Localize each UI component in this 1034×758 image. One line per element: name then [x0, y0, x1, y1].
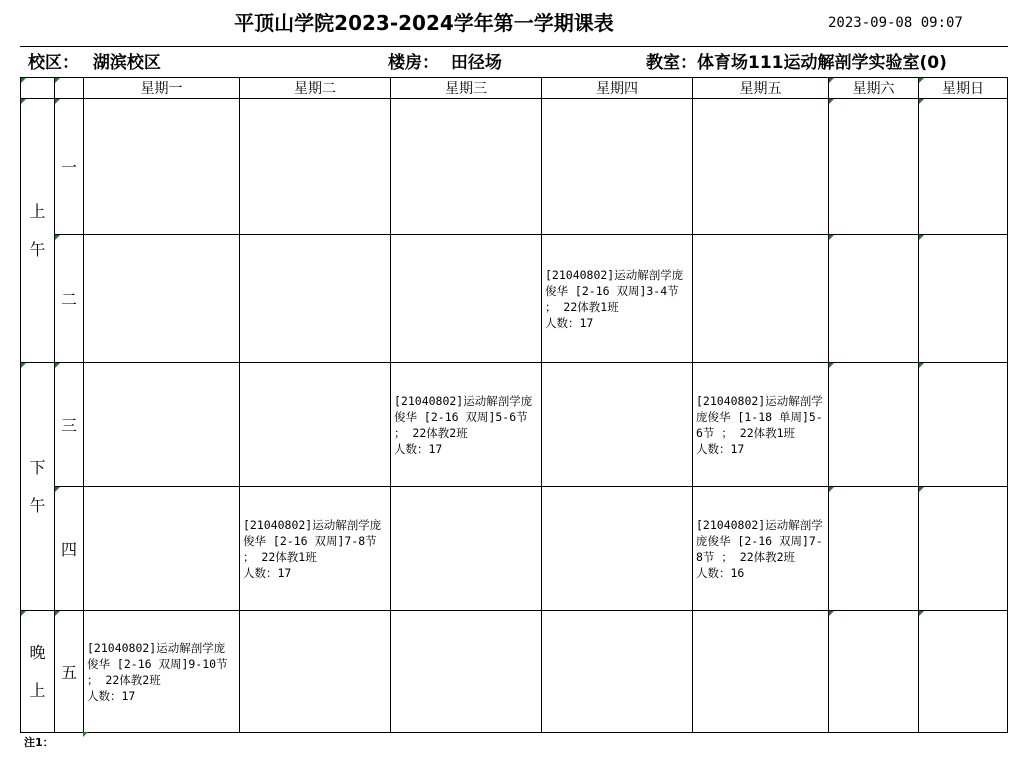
period-label: 二 — [55, 235, 84, 363]
day-header: 星期二 — [240, 78, 391, 99]
schedule-cell — [240, 99, 391, 235]
schedule-cell — [919, 235, 1008, 363]
corner-cell — [55, 78, 84, 99]
room-info — [646, 52, 947, 74]
room-label: 教室： — [646, 53, 697, 73]
schedule-cell — [919, 363, 1008, 487]
period-row — [21, 99, 1008, 235]
schedule-cell — [542, 235, 693, 363]
schedule-cell — [693, 487, 829, 611]
schedule-cell — [391, 235, 542, 363]
session-evening — [21, 611, 55, 733]
schedule-cell — [391, 487, 542, 611]
schedule-cell — [829, 99, 919, 235]
schedule-cell — [829, 611, 919, 733]
building-info — [388, 52, 502, 74]
period-row — [21, 363, 1008, 487]
schedule-cell — [693, 235, 829, 363]
schedule-cell — [391, 99, 542, 235]
schedule-cell — [919, 611, 1008, 733]
session-morning — [21, 99, 55, 363]
day-header-row — [21, 78, 1008, 99]
period-row — [21, 487, 1008, 611]
schedule-cell — [919, 99, 1008, 235]
top-rule — [20, 46, 1008, 47]
schedule-cell — [84, 487, 240, 611]
schedule-cell — [829, 487, 919, 611]
schedule-cell — [829, 235, 919, 363]
schedule-cell — [829, 363, 919, 487]
timetable-grid — [20, 77, 1008, 733]
day-header: 星期六 — [829, 78, 919, 99]
course-entry[interactable]: [21040802]运动解剖学庞俊华 [2-16 双周]9-10节 ； 22体教2班 人数：17 — [87, 640, 228, 703]
period-row — [21, 611, 1008, 733]
schedule-cell — [693, 363, 829, 487]
day-header: 星期日 — [919, 78, 1008, 99]
course-entry[interactable]: [21040802]运动解剖学 庞俊华 [2-16 双周]7-8节 ； 22体教2班 人数：16 — [696, 517, 823, 580]
session-label: 上 午 — [29, 201, 46, 259]
schedule-cell — [693, 99, 829, 235]
footnote-label: 注1： — [24, 736, 54, 749]
session-label: 晚 上 — [29, 642, 46, 700]
room-value: 体育场111运动解剖学实验室(0) — [697, 53, 947, 73]
schedule-cell — [240, 487, 391, 611]
schedule-cell — [84, 611, 240, 733]
schedule-title: 平顶山学院2023-2024学年第一学期课表 — [234, 11, 614, 35]
course-entry[interactable]: [21040802]运动解剖学庞俊华 [2-16 双周]7-8节 ； 22体教1班 人数：17 — [243, 517, 382, 580]
period-label: 四 — [55, 487, 84, 611]
session-afternoon — [21, 363, 55, 611]
schedule-cell — [391, 363, 542, 487]
campus-label: 校区： — [28, 53, 79, 73]
building-label: 楼房： — [388, 53, 439, 73]
corner-cell — [21, 78, 55, 99]
schedule-cell — [542, 363, 693, 487]
cell-marker — [83, 732, 88, 737]
day-header: 星期四 — [542, 78, 693, 99]
schedule-cell — [240, 611, 391, 733]
schedule-cell — [391, 611, 542, 733]
schedule-cell — [919, 487, 1008, 611]
session-label: 下 午 — [29, 457, 46, 515]
building-value: 田径场 — [450, 53, 502, 73]
day-header: 星期一 — [84, 78, 240, 99]
schedule-cell — [84, 99, 240, 235]
period-row — [21, 235, 1008, 363]
course-entry[interactable]: [21040802]运动解剖学庞俊华 [2-16 双周]5-6节 ； 22体教2班 人数：17 — [394, 393, 533, 456]
schedule-cell — [542, 99, 693, 235]
day-header: 星期三 — [391, 78, 542, 99]
day-header: 星期五 — [693, 78, 829, 99]
schedule-cell — [240, 363, 391, 487]
schedule-cell — [542, 611, 693, 733]
period-label: 一 — [55, 99, 84, 235]
course-entry[interactable]: [21040802]运动解剖学 庞俊华 [1-18 单周]5-6节 ； 22体教1班 人数：17 — [696, 393, 823, 456]
schedule-cell — [240, 235, 391, 363]
course-entry[interactable]: [21040802]运动解剖学庞俊华 [2-16 双周]3-4节 ； 22体教1班 人数：17 — [545, 267, 684, 330]
period-label: 五 — [55, 611, 84, 733]
schedule-cell — [84, 235, 240, 363]
period-label: 三 — [55, 363, 84, 487]
campus-info — [28, 52, 161, 74]
campus-value: 湖滨校区 — [92, 53, 161, 73]
print-timestamp: 2023-09-08 09:07 — [828, 15, 963, 31]
schedule-cell — [542, 487, 693, 611]
schedule-cell — [84, 363, 240, 487]
schedule-cell — [693, 611, 829, 733]
